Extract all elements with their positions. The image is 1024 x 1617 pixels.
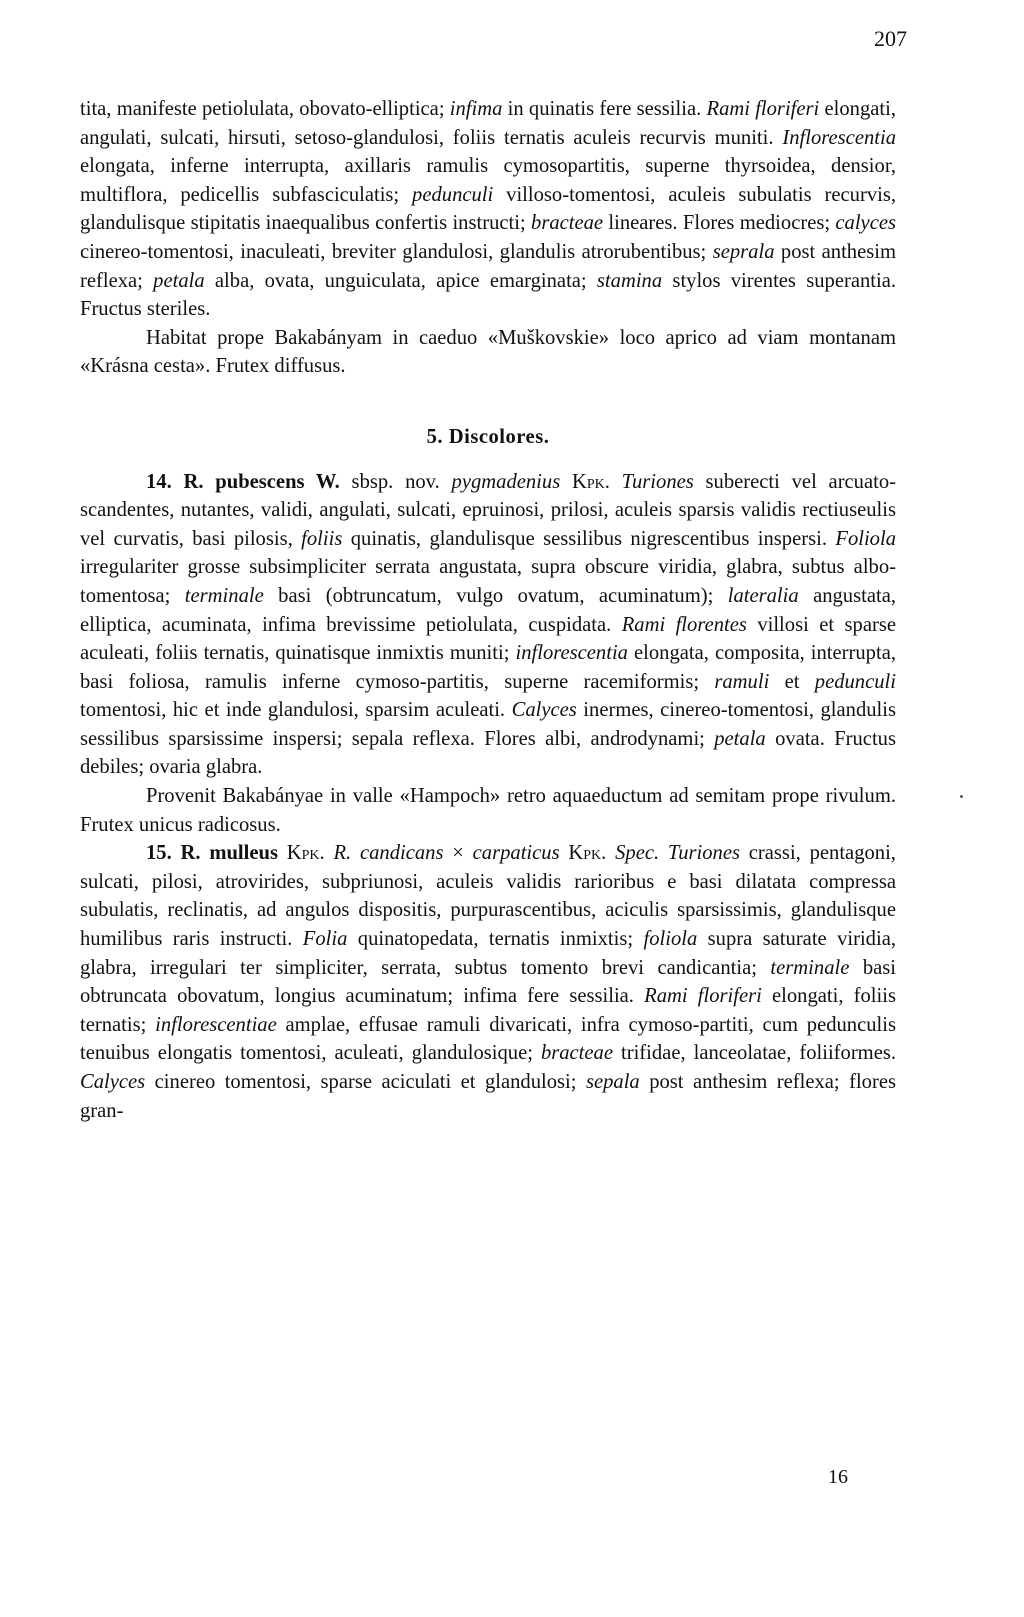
signature-mark: 16 [828, 1466, 848, 1488]
text-run: elongati, foliis ternatis; [80, 985, 896, 1036]
paragraph-species-15 [80, 839, 896, 1125]
text-run: Habitat prope Bakabányam in caeduo «Muškovskie» loco aprico ad viam montanam «Krásna cesta». Frutex diffusus. [80, 326, 896, 378]
page-number: 207 [874, 26, 907, 51]
italic-term: Calyces [80, 1071, 146, 1093]
paragraph-provenance [80, 782, 896, 839]
paragraph-habitat [80, 324, 896, 381]
text-run: quinatis, glandulisque sessilibus nigrescentibus inspersi. [342, 527, 836, 550]
italic-term: Foliola [835, 527, 896, 550]
text-run: post anthesim reflexa; [80, 240, 896, 292]
text-run: trifidae, lanceolatae, foliiformes. [613, 1042, 896, 1065]
italic-term: petala [153, 269, 205, 292]
text-run: ovata. Fructus debiles; ovaria glabra. [80, 727, 896, 779]
text-run: basi obtruncata obovatum, longius acuminatum; infima fere sessilia. [80, 956, 896, 1008]
text-run: tita, manifeste petiolulata, obovato-elliptica; [80, 98, 450, 120]
italic-term: lateralia [727, 584, 799, 607]
text-run: supra saturate viridia, glabra, irregulari ter simpliciter, serrata, subtus tomento brevi candicantia; [80, 928, 896, 979]
text-run: stylos virentes superantia. Fructus steriles. [80, 269, 896, 321]
text-run: et [769, 670, 815, 693]
author-abbrev: Kpk. [277, 842, 325, 865]
text-run: sbsp. nov. [339, 470, 452, 493]
italic-term: Turiones [621, 470, 694, 493]
species-heading: 15. R. mulleus [146, 842, 278, 865]
italic-term: foliola [643, 928, 698, 951]
italic-term: inflorescentia [515, 642, 628, 665]
italic-term: terminale [770, 956, 850, 979]
text-run: basi (obtruncatum, vulgo ovatum, acuminatum); [263, 584, 728, 607]
italic-term: Calyces [511, 699, 577, 722]
italic-term: ramuli [714, 670, 770, 693]
text-run: angustata, elliptica, acuminata, infima brevissime petiolulata, cuspidata. [80, 584, 896, 636]
italic-term: carpaticus [472, 842, 560, 865]
italic-term: bracteae [531, 212, 604, 235]
section-heading: 5. Discolores. [426, 425, 550, 448]
text-run: × [443, 842, 473, 865]
italic-term: Inflorescentia [782, 126, 896, 149]
italic-term: pedunculi [412, 183, 494, 206]
text-run [606, 842, 615, 864]
text-run: lineares. Flores mediocres; [603, 212, 836, 235]
text-run: inermes, cinereo-tomentosi, glandulis sessilibus sparsissime inspersi; sepala reflexa. Flores albi, androdynami; [80, 699, 896, 750]
italic-term: sepala [585, 1071, 640, 1093]
page-body [80, 95, 896, 1125]
italic-term: R. candicans [333, 842, 444, 865]
text-run: elongata, composita, interrupta, basi foliosa, ramulis inferne cymoso-partitis, superne racemiformis; [80, 642, 896, 693]
italic-term: Folia [302, 928, 348, 951]
text-run: suberecti vel arcuato-scandentes, nutantes, validi, angulati, sulcati, epruinosi, prilosi, aculeis sparsis validis rectiuseulis vel curvatis, basi pilosis, [80, 470, 897, 550]
italic-term: stamina [596, 269, 663, 292]
italic-term: terminale [184, 584, 264, 607]
italic-term: calyces [835, 212, 896, 235]
italic-term: petala [714, 727, 766, 750]
text-run: amplae, effusae ramuli divaricati, infra cymoso-partiti, cum pedunculis tenuibus elongatis tomentosi, aculeati, glandulosique; [80, 1013, 896, 1065]
text-run: tomentosi, hic et inde glandulosi, sparsim aculeati. [80, 699, 512, 722]
text-run: post anthesim reflexa; flores gran- [80, 1071, 896, 1122]
italic-term: Rami floriferi [706, 98, 820, 120]
paragraph-species-14 [80, 468, 896, 783]
author-abbrev: Kpk. [560, 470, 610, 493]
italic-term: Rami florentes [621, 613, 747, 636]
margin-speck [960, 795, 963, 798]
text-run: Provenit Bakabányae in valle «Hampoch» retro aquaeductum ad semitam prope rivulum. Frutex unicus radicosus. [80, 785, 896, 836]
text-run: irregulariter grosse subsimpliciter serrata angustata, supra obscure viridia, glabra, subtus albo-tomentosa; [80, 556, 896, 607]
paragraph-description-continued [80, 95, 896, 324]
text-run: cinereo-tomentosi, inaculeati, breviter glandulosi, glandulis atrorubentibus; [80, 240, 713, 263]
italic-term: infima [449, 98, 503, 120]
text-run: in quinatis fere sessilia. [502, 98, 707, 120]
italic-term: seprala [712, 240, 775, 263]
italic-term: bracteae [540, 1042, 613, 1065]
text-run: elongati, angulati, sulcati, hirsuti, setoso-glandulosi, foliis ternatis aculeis recurvis muniti. [80, 98, 897, 149]
text-run [610, 471, 622, 493]
italic-term: inflorescentiae [155, 1013, 277, 1036]
text-run: crassi, pentagoni, sulcati, pilosi, atrovirides, subpriunosi, aculeis validis rarioribus e basi dilatata compressa subulatis, reclinatis, ad angulos dispositis, purpurascentibus, aciculis sparsissimis, glandulisque humilibus raris instructi. [80, 842, 896, 951]
text-run: elongata, inferne interrupta, axillaris ramulis cymosopartitis, superne thyrsoidea, densior, multiflora, pedicellis subfasciculatis; [80, 155, 896, 206]
text-run: villoso-tomentosi, aculeis subulatis recurvis, glandulisque stipitatis inaequalibus confertis instructi; [80, 183, 896, 235]
italic-term: pedunculi [814, 670, 896, 693]
text-run: alba, ovata, unguiculata, apice emarginata; [204, 269, 597, 292]
text-run: cinereo tomentosi, sparse aciculati et glandulosi; [145, 1071, 586, 1093]
text-run: villosi et sparse aculeati, foliis ternatis, quinatisque inmixtis muniti; [80, 613, 896, 665]
species-heading: 14. R. pubescens W. [146, 470, 340, 493]
text-run: quinatopedata, ternatis inmixtis; [347, 928, 644, 951]
author-abbrev: Kpk. [559, 842, 607, 865]
italic-term: pygmadenius [451, 470, 561, 493]
italic-term: Spec. Turiones [615, 842, 740, 865]
italic-term: foliis [301, 527, 343, 550]
italic-term: Rami floriferi [644, 985, 762, 1008]
